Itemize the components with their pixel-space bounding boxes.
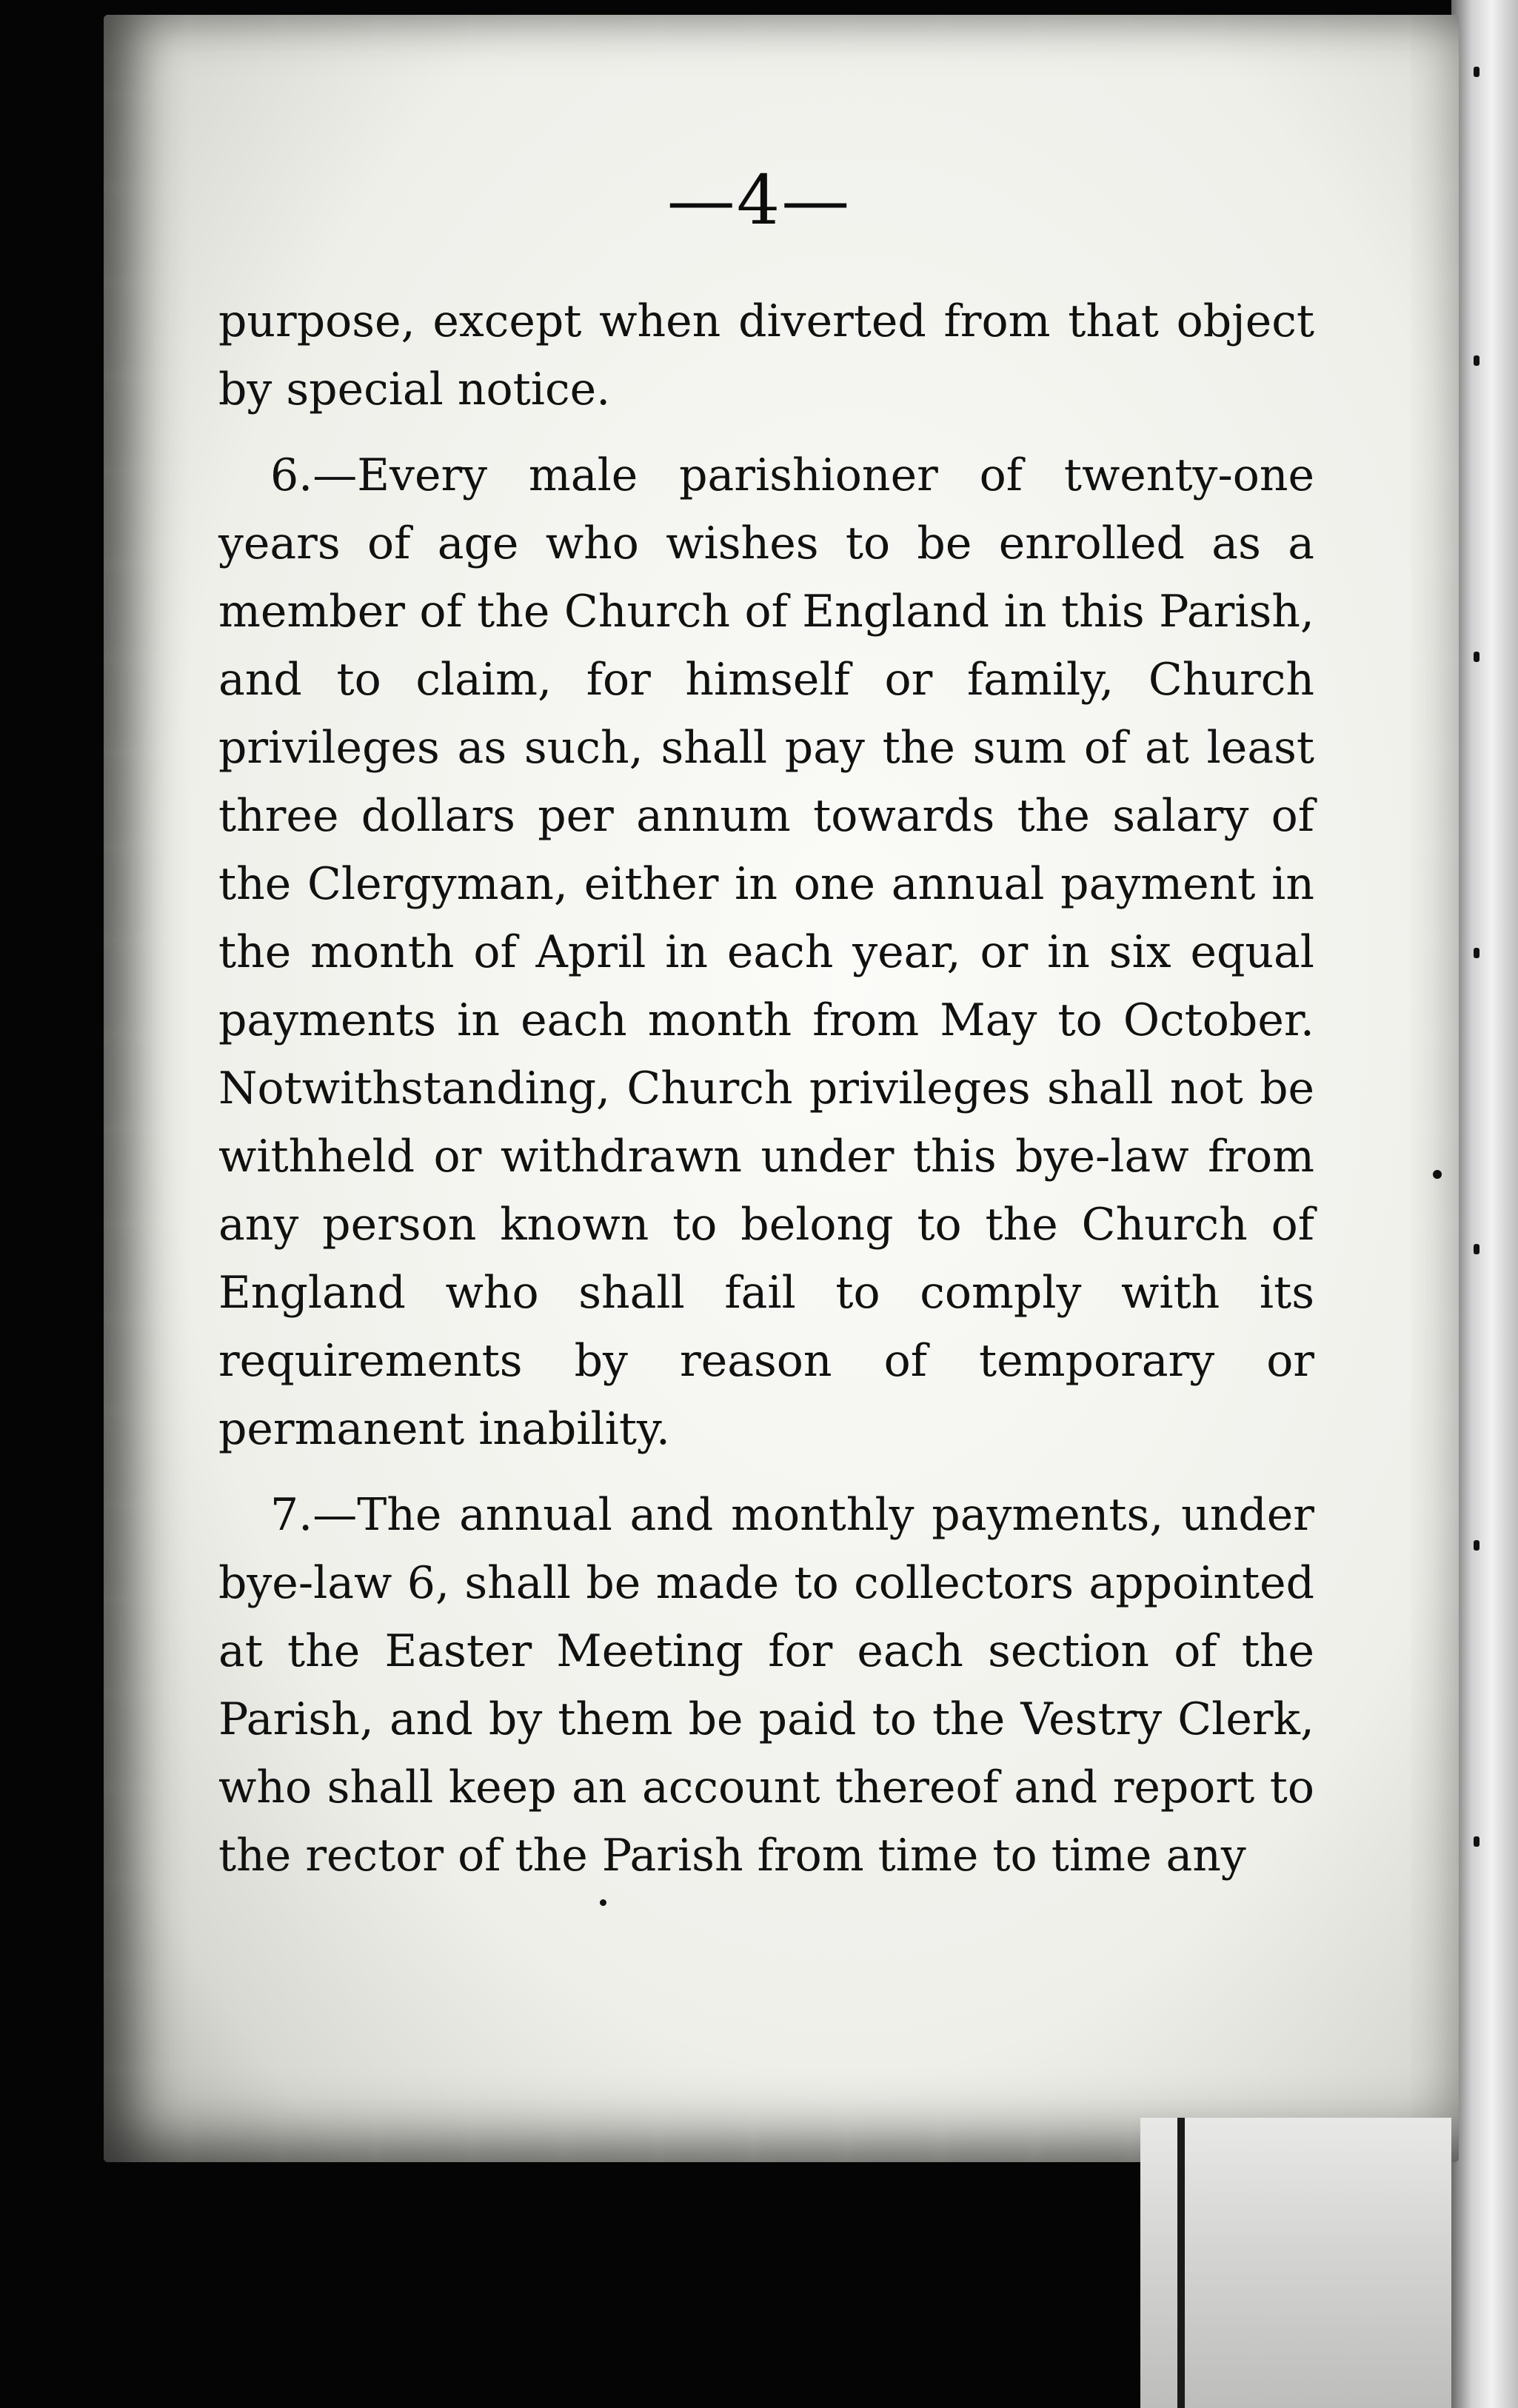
stitch-mark [1474,355,1479,366]
paragraph-bye-law-7: 7.—The annual and monthly payments, under bye-law 6, shall be made to collectors appointed at the Easter Meeting for each section of the Parish, and by them be paid to the Vestry Clerk, who shall keep an account thereof and report to the rector of the Parish from time to time any [218,1489,1314,1882]
stitch-mark [1474,67,1479,77]
stitch-mark [1474,1244,1479,1254]
stitch-mark [1474,1836,1479,1847]
stitch-mark [1474,652,1479,662]
page-body [218,287,1314,1907]
stitch-mark [1474,1540,1479,1551]
binding-spine [1451,0,1518,2408]
ink-speck [1433,1170,1442,1179]
paragraph-continuation: purpose, except when diverted from that object by special notice. [218,295,1314,415]
stitch-mark [1474,948,1479,958]
paragraph-bye-law-6: 6.—Every male parishioner of twenty-one years of age who wishes to be enrolled as a member of the Church of England in this Parish, and to claim, for himself or family, Church privileges as such, shall pay the sum of at least three dollars per annum towards the salary of the Clergyman, either in one annual payment in the month of April in each year, or in six equal payments in each month from May to October. Notwithstanding, Church privileges shall not be withheld or withdrawn under this bye-law from any person known to belong to the Church of England who shall fail to comply with its requirements by reason of temporary or permanent inability. [218,449,1314,1455]
page-number: —4— [666,161,852,240]
leaf-edge [1177,2118,1185,2408]
adjacent-leaf [1140,2118,1451,2408]
